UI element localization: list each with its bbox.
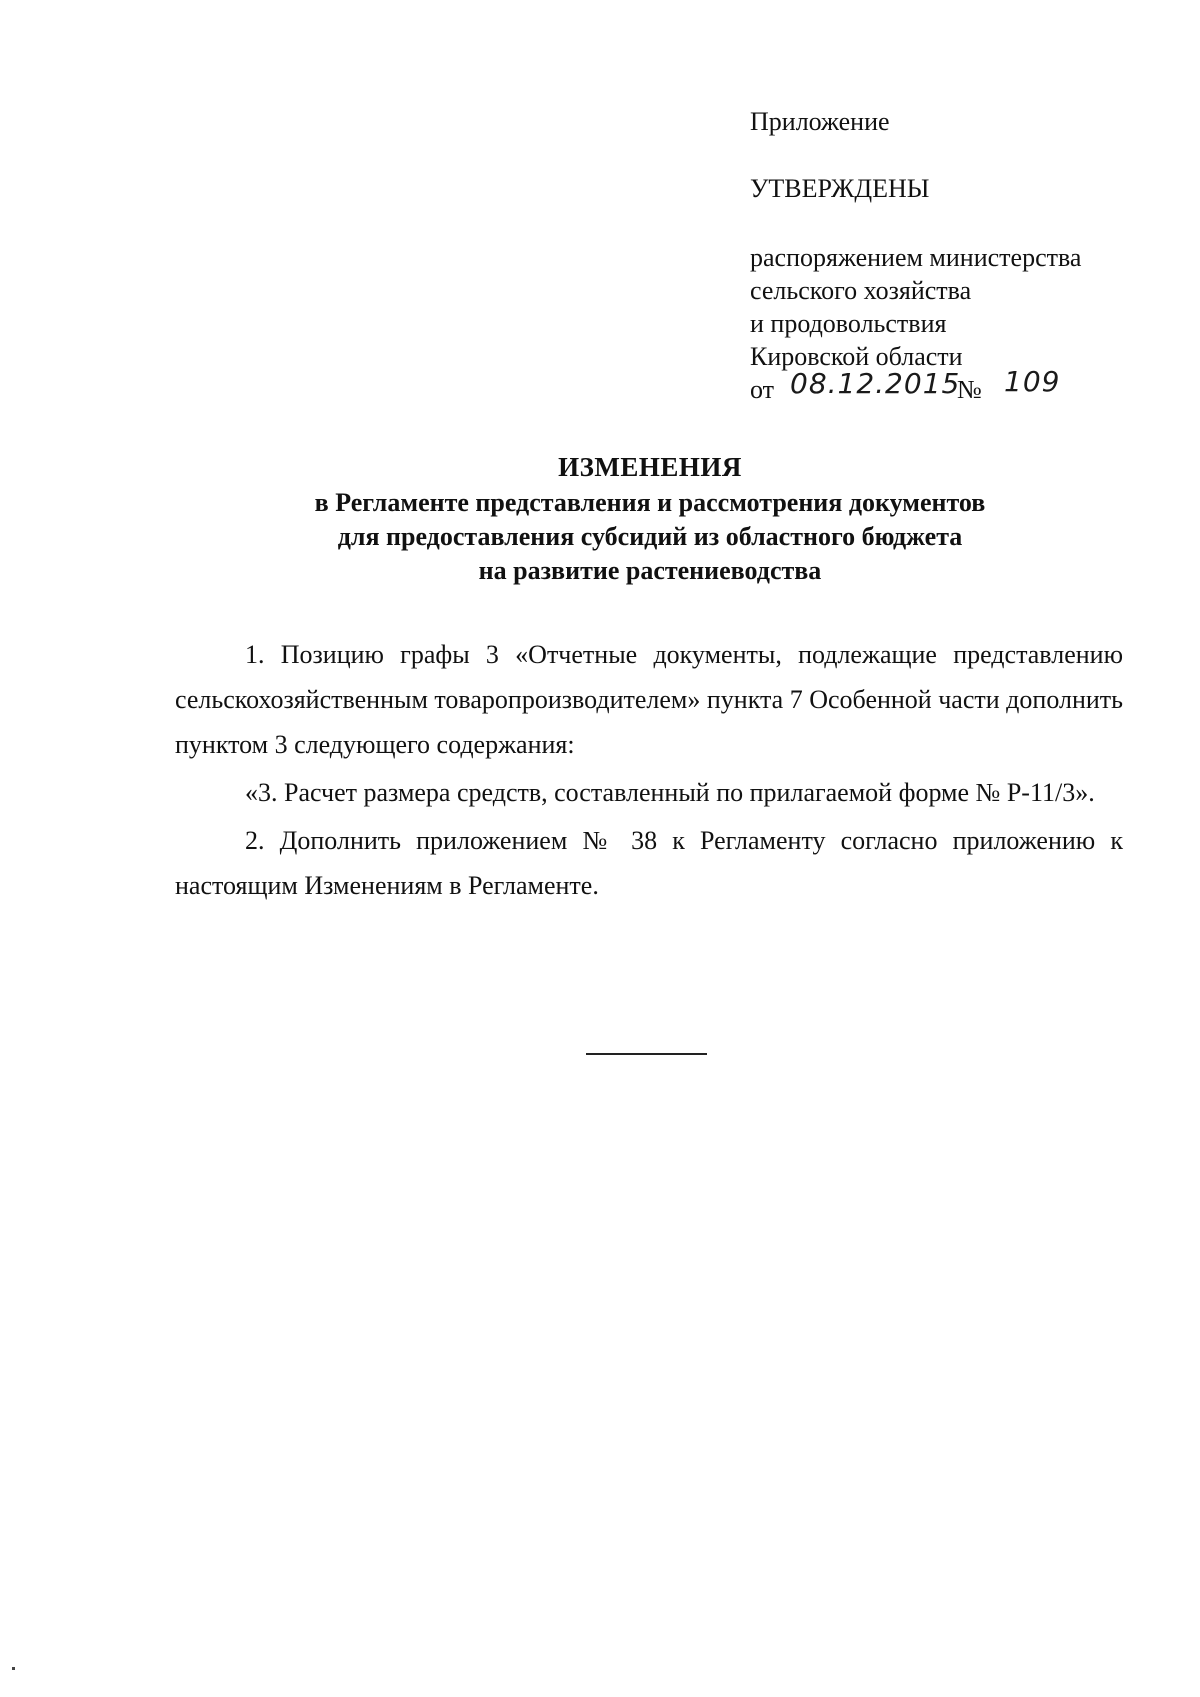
approved-label: УТВЕРЖДЕНЫ (750, 174, 930, 203)
decree-line: распоряжением министерства (750, 243, 1082, 272)
document-title: ИЗМЕНЕНИЯ (558, 452, 742, 482)
date-prefix: от (750, 375, 775, 404)
decree-line: сельского хозяйства (750, 276, 972, 305)
heading-subtitle-line: на развитие растениеводства (478, 556, 822, 585)
appendix-label: Приложение (750, 107, 890, 136)
body-paragraph: 1. Позицию графы 3 «Отчетные документы, подлежащие представлению сельскохозяйственным товаропроизводителем» пункта 7 Особенной части дополнить пунктом 3 следующего содержания: (175, 640, 1123, 759)
heading-subtitle-line: в Регламенте представления и рассмотрения документов (314, 488, 986, 517)
document-heading (160, 450, 1140, 588)
document-body (175, 632, 1123, 911)
closing-divider (586, 1053, 707, 1055)
body-paragraph: 2. Дополнить приложением № 38 к Регламенту согласно приложению к настоящим Изменениям в Регламенте. (175, 826, 1123, 900)
approval-block (750, 105, 1170, 409)
number-label: № (957, 375, 982, 404)
handwritten-date: 08.12.2015 (790, 367, 961, 400)
scan-artifact (12, 1667, 15, 1670)
decree-line: Кировской области (750, 342, 963, 371)
handwritten-number: 109 (1004, 365, 1061, 398)
body-paragraph: «3. Расчет размера средств, составленный по прилагаемой форме № Р-11/3». (245, 778, 1095, 807)
date-number-row (750, 365, 1170, 409)
heading-subtitle-line: для предоставления субсидий из областного бюджета (337, 522, 963, 551)
decree-line: и продовольствия (750, 309, 947, 338)
